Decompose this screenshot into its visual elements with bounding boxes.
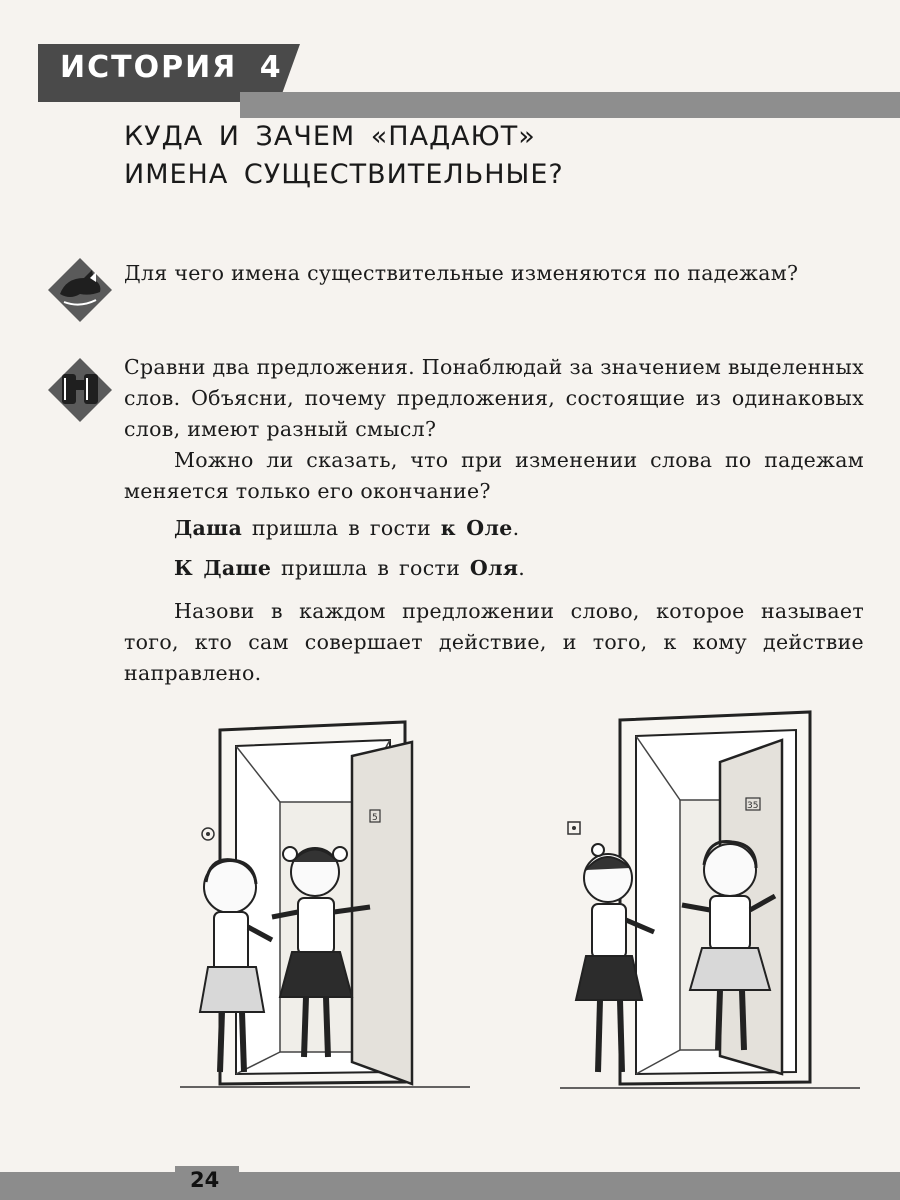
example-1-text-1: пришла в гости	[242, 516, 441, 540]
instruction-text	[124, 596, 864, 689]
header-stripe	[240, 92, 900, 118]
example-sentence-1	[174, 516, 519, 540]
example-1-bold-1: Даша	[174, 516, 243, 540]
example-2-bold-1: К Даше	[174, 556, 272, 580]
task-text	[124, 352, 864, 507]
instruction-body: Назови в каждом предложении слово, которое называет того, кто сам совершает действие, и того, к кому действие направлено.	[124, 599, 864, 685]
example-1-bold-2: к Оле	[440, 516, 513, 540]
left-door-number: 5	[372, 813, 378, 823]
right-door-number: 35	[747, 801, 759, 811]
example-sentence-2	[174, 556, 525, 580]
story-label: ИСТОРИЯ 4	[60, 50, 283, 85]
example-1-text-2: .	[512, 516, 520, 540]
illustration-left	[180, 712, 470, 1106]
example-2-bold-2: Оля	[469, 556, 519, 580]
example-2-text-1: пришла в гости	[271, 556, 470, 580]
footer-band	[0, 1172, 900, 1200]
illustration-right	[560, 700, 860, 1104]
page-number: 24	[190, 1168, 220, 1192]
fox-question-icon	[46, 256, 114, 328]
lesson-title-line-2: ИМЕНА СУЩЕСТВИТЕЛЬНЫЕ?	[124, 159, 564, 190]
task-part-1: Сравни два предложения. Понаблюдай за значением выделенных слов. Объясни, почему предложения, состоящие из одинаковых слов, имеют разный смысл?	[124, 355, 864, 441]
task-part-2: Можно ли сказать, что при изменении слова по падежам меняется только его окончание?	[124, 448, 864, 503]
example-2-text-2: .	[518, 556, 526, 580]
binoculars-icon	[46, 356, 114, 428]
lesson-title	[124, 118, 824, 194]
question-text: Для чего имена существительные изменяются по падежам?	[124, 261, 799, 285]
lesson-title-line-1: КУДА И ЗАЧЕМ «ПАДАЮТ»	[124, 121, 536, 152]
